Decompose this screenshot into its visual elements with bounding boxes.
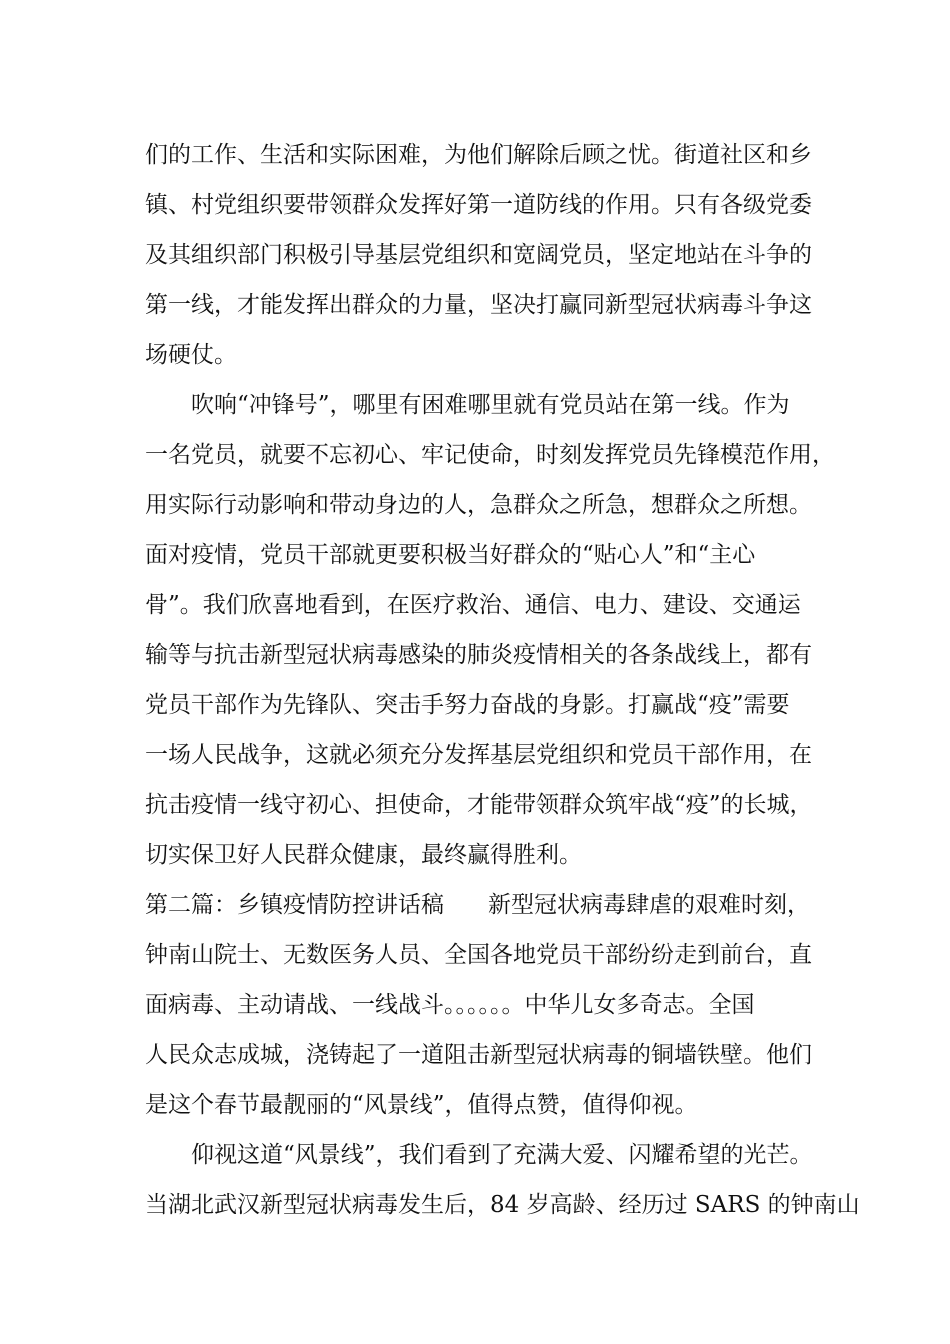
text-line: 抗击疫情一线守初心、担使命，才能带领群众筑牢战“疫”的长城， <box>145 792 813 818</box>
text-line: 钟南山院士、无数医务人员、全国各地党员干部纷纷走到前台，直 <box>145 942 812 968</box>
document-body <box>145 130 860 1230</box>
text-line: 们的工作、生活和实际困难，为他们解除后顾之忧。街道社区和乡 <box>145 142 812 168</box>
text-line: 输等与抗击新型冠状病毒感染的肺炎疫情相关的各条战线上，都有 <box>145 642 812 668</box>
text-line: 用实际行动影响和带动身边的人，急群众之所急，想群众之所想。 <box>145 492 812 518</box>
section-heading-line <box>145 880 825 930</box>
section-heading-text: 新型冠状病毒肆虐的艰难时刻， <box>488 892 810 918</box>
text-line: 当湖北武汉新型冠状病毒发生后，84 岁高龄、经历过 SARS 的钟南山 <box>145 1192 860 1218</box>
text-line: 一场人民战争，这就必须充分发挥基层党组织和党员干部作用，在 <box>145 742 812 768</box>
text-line: 骨”。我们欣喜地看到，在医疗救治、通信、电力、建设、交通运 <box>145 592 801 618</box>
section-heading-title: 第二篇：乡镇疫情防控讲话稿 <box>145 892 444 918</box>
text-line: 切实保卫好人民群众健康，最终赢得胜利。 <box>145 842 582 868</box>
text-line: 场硬仗。 <box>145 342 237 368</box>
text-line: 吹响“冲锋号”，哪里有困难哪里就有党员站在第一线。作为 <box>191 392 790 418</box>
text-line: 是这个春节最靓丽的“风景线”，值得点赞，值得仰视。 <box>145 1092 698 1118</box>
text-line: 镇、村党组织要带领群众发挥好第一道防线的作用。只有各级党委 <box>145 192 812 218</box>
text-line: 一名党员，就要不忘初心、牢记使命，时刻发挥党员先锋模范作用， <box>145 442 835 468</box>
text-line: 人民众志成城，浇铸起了一道阻击新型冠状病毒的铜墙铁壁。他们 <box>145 1042 812 1068</box>
text-line: 仰视这道“风景线”，我们看到了充满大爱、闪耀希望的光芒。 <box>191 1142 813 1168</box>
text-line: 面病毒、主动请战、一线战斗。。。。。。中华儿女多奇志。全国 <box>145 992 755 1018</box>
text-line: 及其组织部门积极引导基层党组织和宽阔党员，坚定地站在斗争的 <box>145 242 812 268</box>
text-line: 党员干部作为先锋队、突击手努力奋战的身影。打赢战“疫”需要 <box>145 692 790 718</box>
text-line: 面对疫情，党员干部就更要积极当好群众的“贴心人”和“主心 <box>145 542 756 568</box>
text-line: 第一线，才能发挥出群众的力量，坚决打赢同新型冠状病毒斗争这 <box>145 292 812 318</box>
